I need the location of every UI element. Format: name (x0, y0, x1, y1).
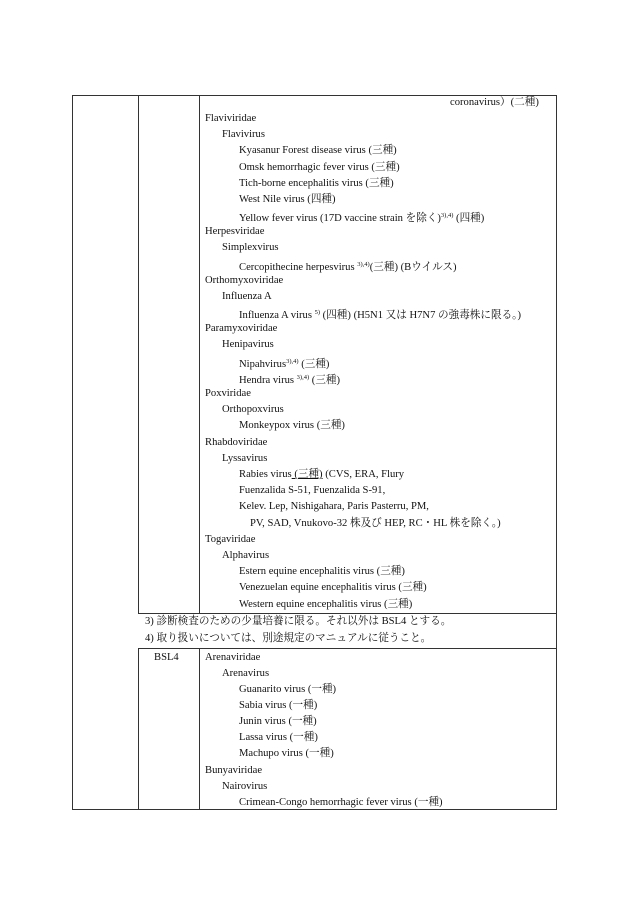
genus-name: Simplexvirus (222, 242, 279, 253)
species-entry: Hendra virus $^{3),4)}$ (三種) (239, 374, 341, 386)
family-name: Rhabdoviridae (205, 437, 268, 448)
species-entry: Rabies virus (三種) (CVS, ERA, Flury (239, 469, 405, 480)
family-name: Bunyaviridae (205, 765, 263, 776)
biosafety-level: BSL4 (154, 652, 179, 663)
species-entry: Machupo virus (一種) (239, 748, 334, 759)
genus-name: Orthopoxvirus (222, 404, 284, 415)
species-entry: Cercopithecine herpesvirus $^{3),4)}$(三種) (Bウイルス) (239, 261, 457, 273)
notes-bottom-border (138, 648, 557, 649)
table-right-border (556, 95, 557, 810)
family-name: Flaviviridae (205, 113, 257, 124)
column-divider-2-lower (199, 648, 200, 810)
species-entry: Junin virus (一種) (239, 716, 317, 727)
species-entry: Tich-borne encephalitis virus (三種) (239, 178, 394, 189)
column-divider-1-lower (138, 648, 139, 810)
footnote-3: 3) 診断検査のための少量培養に限る。それ以外は BSL4 とする。 (145, 616, 452, 627)
column-divider-1-upper (138, 95, 139, 613)
species-entry: Crimean-Congo hemorrhagic fever virus (一種) (239, 797, 443, 808)
species-entry: Kyasanur Forest disease virus (三種) (239, 145, 397, 156)
table-left-border (72, 95, 73, 810)
species-entry: Omsk hemorrhagic fever virus (三種) (239, 162, 400, 173)
family-name: Herpesviridae (205, 226, 265, 237)
species-entry: Estern equine encephalitis virus (三種) (239, 566, 405, 577)
species-entry: Influenza A virus $^{5)}$ (四種) (H5N1 又は H7N7 の強毒株に限る。) (239, 309, 521, 321)
species-entry: Sabia virus (一種) (239, 700, 318, 711)
genus-name: Henipavirus (222, 339, 274, 350)
species-entry: Nipahvirus$^{3),4)}$ (三種) (239, 358, 330, 370)
species-exclusion-line: Fuenzalida S-51, Fuenzalida S-91, (239, 485, 386, 496)
species-entry: Lassa virus (一種) (239, 732, 318, 743)
species-entry: Guanarito virus (一種) (239, 684, 337, 695)
family-name: Orthomyxoviridae (205, 275, 284, 286)
family-name: Togaviridae (205, 534, 256, 545)
family-name: Arenaviridae (205, 652, 261, 663)
species-entry: Venezuelan equine encephalitis virus (三種) (239, 582, 427, 593)
genus-name: Arenavirus (222, 668, 270, 679)
footnote-4: 4) 取り扱いについては、別途規定のマニュアルに従うこと。 (145, 633, 432, 644)
species-entry: West Nile virus (四種) (239, 194, 336, 205)
genus-name: Influenza A (222, 291, 272, 302)
species-exclusion-line: PV, SAD, Vnukovo-32 株及び HEP, RC・HL 株を除く。) (250, 518, 501, 529)
column-divider-2-upper (199, 95, 200, 613)
species-entry: Yellow fever virus (17D vaccine strain を除く)$^{3),4)}$ (四種) (239, 212, 485, 224)
genus-name: Flavivirus (222, 129, 265, 140)
continuation-text: coronavirus）(二種) (450, 97, 539, 108)
species-entry: Western equine encephalitis virus (三種) (239, 599, 413, 610)
family-name: Poxviridae (205, 388, 251, 399)
species-entry: Monkeypox virus (三種) (239, 420, 345, 431)
family-name: Paramyxoviridae (205, 323, 278, 334)
species-exclusion-line: Kelev. Lep, Nishigahara, Paris Pasterru, PM, (239, 501, 429, 512)
genus-name: Nairovirus (222, 781, 268, 792)
genus-name: Lyssavirus (222, 453, 268, 464)
genus-name: Alphavirus (222, 550, 270, 561)
